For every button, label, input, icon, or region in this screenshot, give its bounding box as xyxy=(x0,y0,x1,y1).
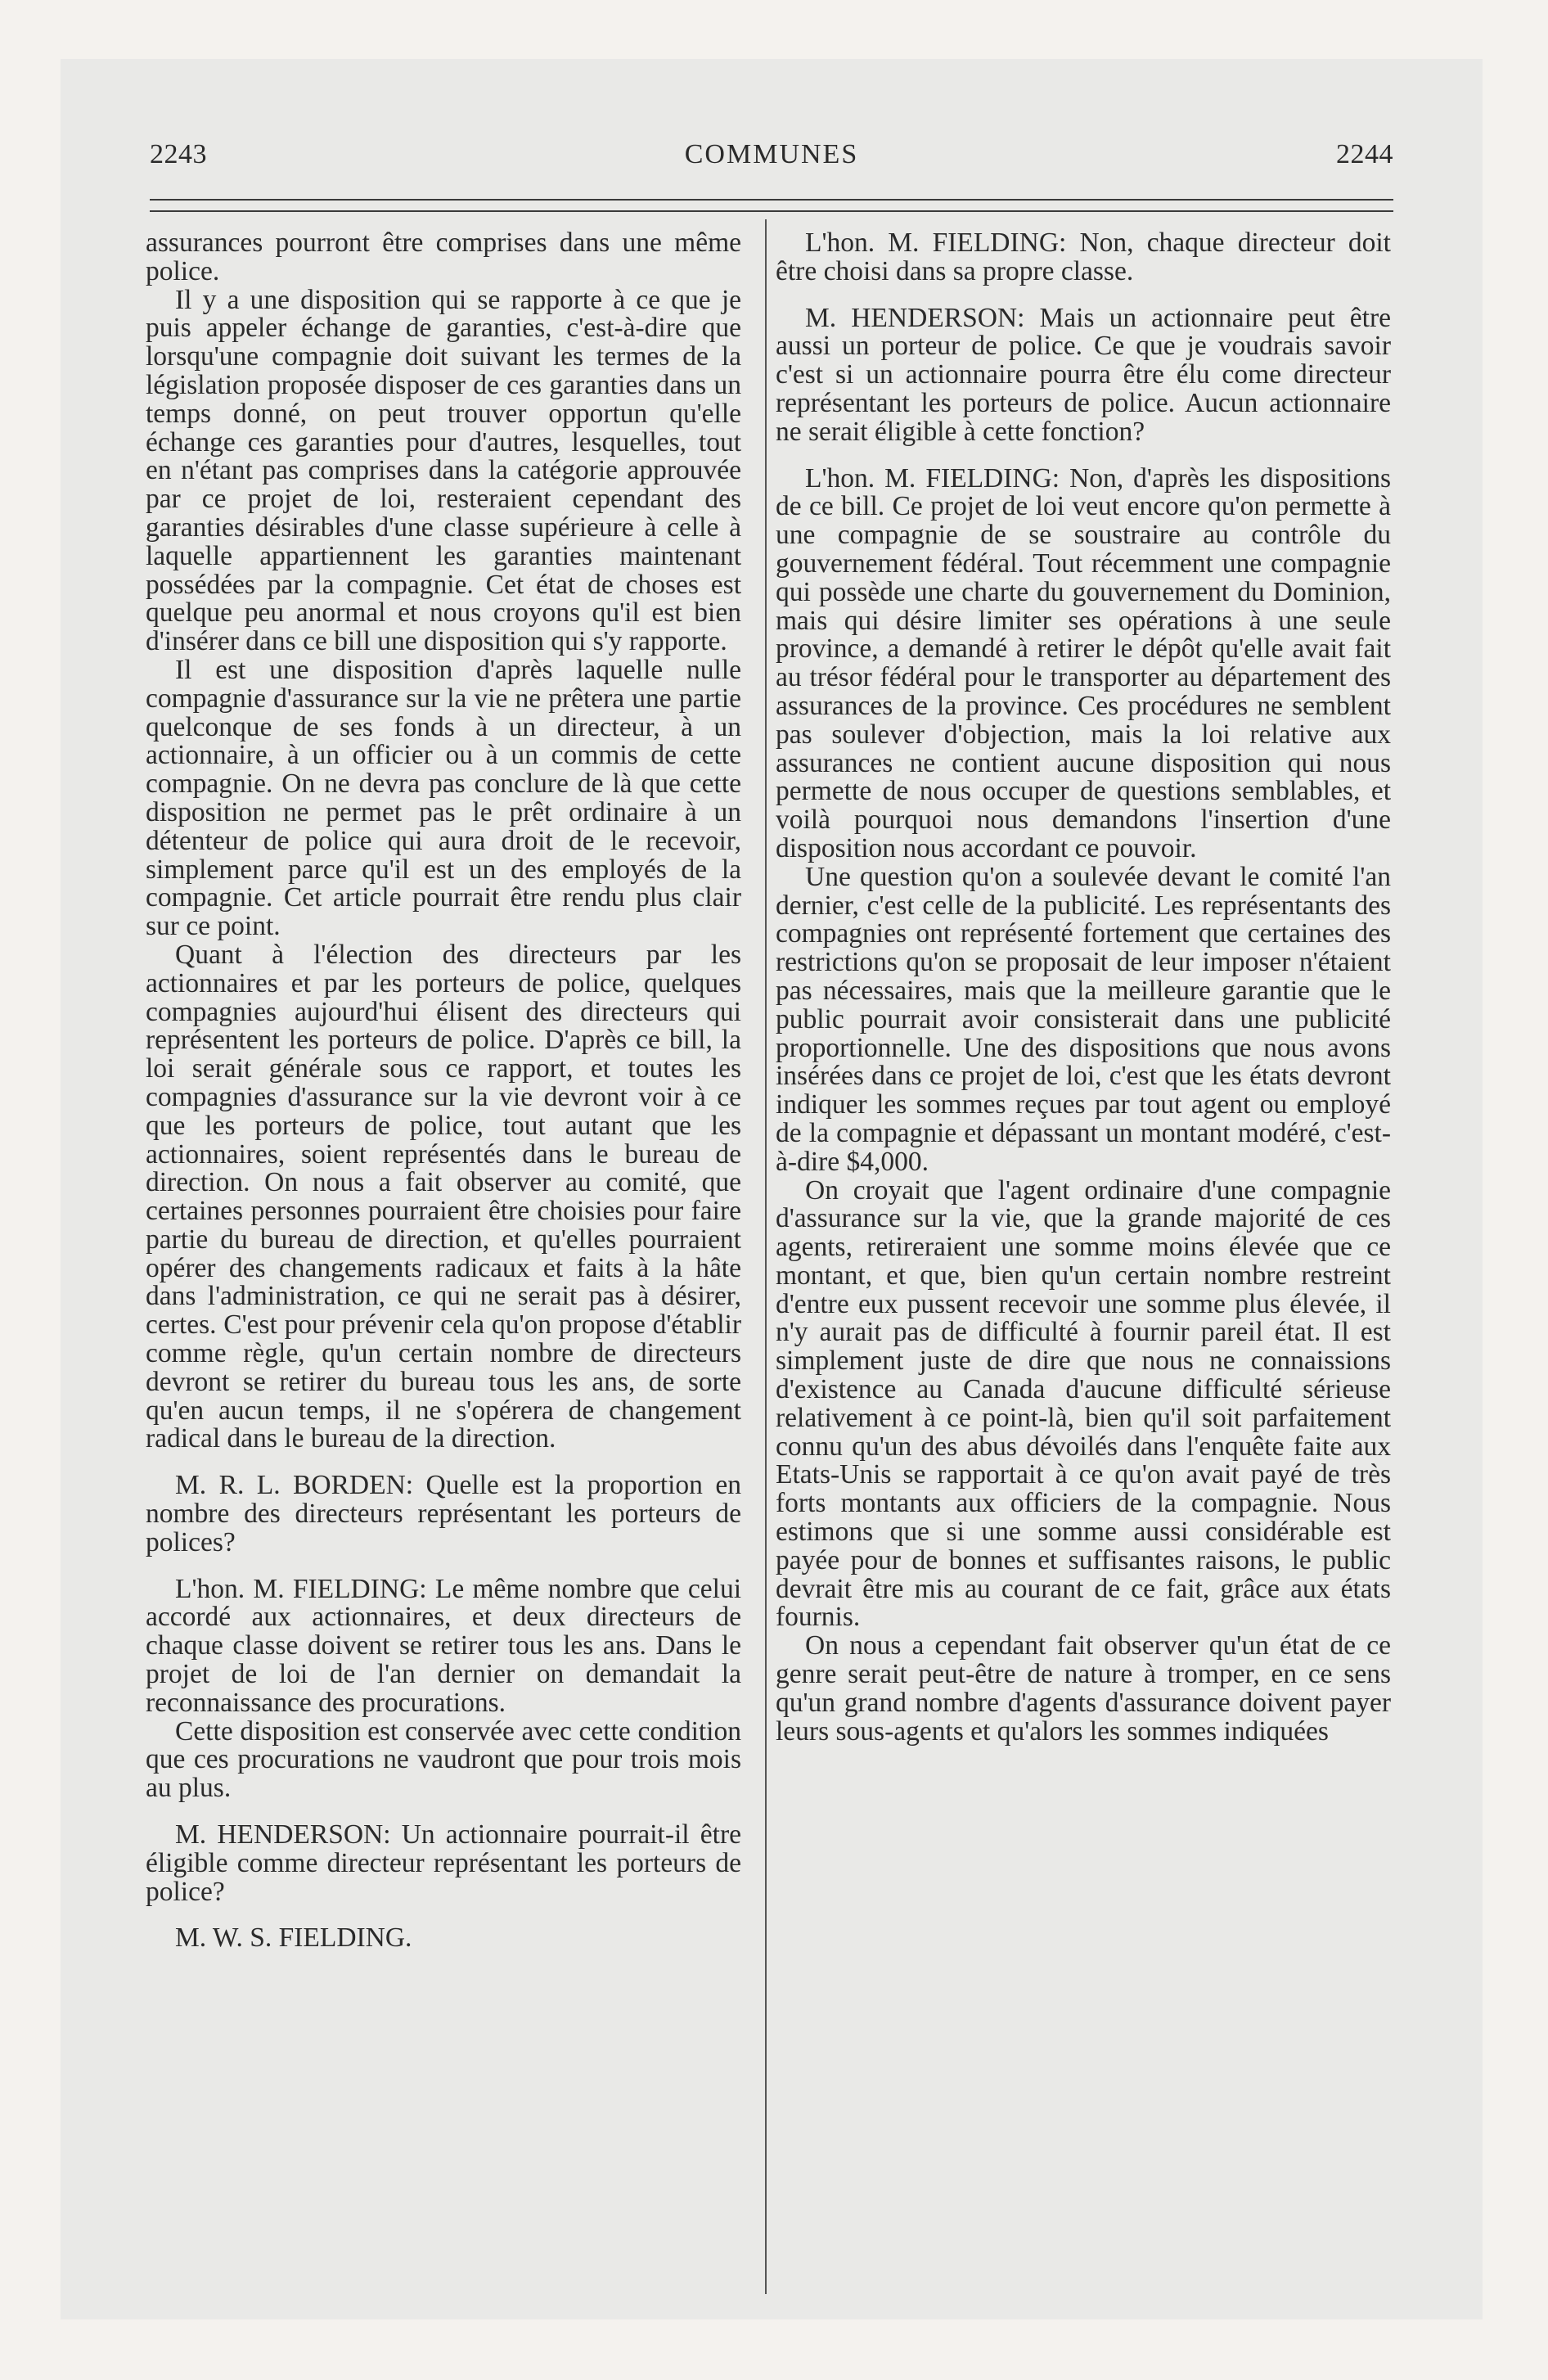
header-rule-top xyxy=(150,199,1393,201)
paragraph: Cette disposition est conservée avec cette condition que ces procurations ne vaudront que pour trois mois au plus. xyxy=(146,1715,741,1804)
header-rule-bottom xyxy=(150,210,1393,212)
speaker-line: M. W. S. FIELDING. xyxy=(175,1922,412,1954)
paragraph: On croyait que l'agent ordinaire d'une compagnie d'assurance sur la vie, que la grande majorité de ces agents, retireraient une somme moins élevée que ce montant, et que, bien qu'un certain nombre restreint d'entre eux pussent recevoir une somme plus élevée, il n'y aurait pas de difficulté à fournir pareil état. Il est simplement juste de dire que nous ne connaissions d'existence au Canada d'aucune difficulté sérieuse relativement à ce point-là, bien qu'il soit parfaitement connu qu'un des abus dévoilés dans l'enquête faite aux Etats-Unis se rapportait à ce qu'on avait payé de très forts montants aux officiers de la compagnie. Nous estimons que si une somme aussi considérable est payée pour de bonnes et suffisantes raisons, le public devrait être mis au courant de ce fait, grâce aux états fournis. xyxy=(776,1174,1391,1633)
speech-paragraph: M. HENDERSON: Mais un actionnaire peut être aussi un porteur de police. Ce que je voudrais savoir c'est si un actionnaire pourra être élu come directeur représentant les porteurs de police. Aucun actionnaire ne serait éligible à cette fonction? xyxy=(776,302,1391,447)
paragraph: Quant à l'élection des directeurs par les actionnaires et par les porteurs de police, quelques compagnies aujourd'hui élisent des directeurs qui représentent les porteurs de police. D'après ce bill, la loi serait générale sous ce rapport, et toutes les compagnies d'assurance sur la vie devront voir à ce que les porteurs de police, tout autant que les actionnaires, soient représentés dans le bureau de direction. On nous a fait observer au comité, que certaines personnes pourraient être choisies pour faire partie du bureau de direction, et qu'elles pourraient opérer des changements radicaux et faits à la hâte dans l'administration, ce qui ne serait pas à désirer, certes. C'est pour prévenir cela qu'on propose d'établir comme règle, qu'un certain nombre de directeurs devront se retirer du bureau tous les ans, de sorte qu'en aucun temps, il ne s'opérera de changement radical dans le bureau de la direction. xyxy=(146,939,741,1454)
page-header xyxy=(150,139,1393,180)
running-head: COMMUNES xyxy=(684,139,859,169)
speech-paragraph: L'hon. M. FIELDING: Le même nombre que celui accordé aux actionnaires, et deux directeurs de chaque classe doivent se retirer tous les ans. Dans le projet de loi de l'an dernier on demandait la reconnaissance des procurations. xyxy=(146,1573,741,1718)
speech-paragraph: M. HENDERSON: Un actionnaire pourrait-il être éligible comme directeur représentant les porteurs de police? xyxy=(146,1819,741,1907)
paragraph: assurances pourront être comprises dans une même police. xyxy=(146,228,741,286)
column-divider xyxy=(765,219,767,2294)
paragraph: On nous a cependant fait observer qu'un état de ce genre serait peut-être de nature à tromper, en ce sens qu'un grand nombre d'agents d'assurance doivent payer leurs sous-agents et qu'alors les sommes indiquées xyxy=(776,1630,1391,1747)
speech-paragraph: L'hon. M. FIELDING: Non, chaque directeur doit être choisi dans sa propre classe. xyxy=(776,228,1391,286)
right-column xyxy=(776,229,1391,1746)
left-column xyxy=(146,229,741,1953)
paragraph: Il y a une disposition qui se rapporte à ce que je puis appeler échange de garanties, c'est-à-dire que lorsqu'une compagnie doit suivant les termes de la législation proposée disposer de ces garanties dans un temps donné, on peut trouver opportun qu'elle échange ces garanties pour d'autres, lesquelles, tout en n'étant pas comprises dans la catégorie approuvée par ce projet de loi, resteraient cependant des garanties désirables d'une classe supérieure à celle à laquelle appartiennent les garanties maintenant possédées par la compagnie. Cet état de choses est quelque peu anormal et nous croyons qu'il est bien d'insérer dans ce bill une disposition qui s'y rapporte. xyxy=(146,284,741,657)
speech-paragraph: M. R. L. BORDEN: Quelle est la proportion en nombre des directeurs représentant les porteurs de polices? xyxy=(146,1470,741,1557)
paragraph: Il est une disposition d'après laquelle nulle compagnie d'assurance sur la vie ne prêtera une partie quelconque de ses fonds à un directeur, à un actionnaire, à un officier ou à un commis de cette compagnie. On ne devra pas conclure de là que cette disposition ne permet pas le prêt ordinaire à un détenteur de police qui aura droit de le recevoir, simplement parce qu'il est un des employés de la compagnie. Cet article pourrait être rendu plus clair sur ce point. xyxy=(146,654,741,942)
speech-paragraph: L'hon. M. FIELDING: Non, d'après les dispositions de ce bill. Ce projet de loi veut encore qu'on permette à une compagnie de se soustraire au contrôle du gouvernement fédéral. Tout récemment une compagnie qui possède une charte du gouvernement du Dominion, mais qui désire limiter ses opérations à une seule province, a demandé à retirer le dépôt qu'elle avait fait au trésor fédéral pour le transporter au département des assurances de la province. Ces procédures ne semblent pas soulever d'objection, mais la loi relative aux assurances ne contient aucune disposition qui nous permette de nous occuper de questions semblables, et voilà pourquoi nous demandons l'insertion d'une disposition nous accordant ce pouvoir. xyxy=(776,462,1391,863)
page-number-left: 2243 xyxy=(150,139,207,169)
page-number-right: 2244 xyxy=(1336,139,1393,169)
paragraph: Une question qu'on a soulevée devant le comité l'an dernier, c'est celle de la publicité. Les représentants des compagnies ont représenté fortement que certaines des restrictions qu'on se proposait de leur imposer n'étaient pas nécessaires, mais que la meilleure garantie que le public pourrait avoir consisterait dans une publicité proportionnelle. Une des dispositions que nous avons insérées dans ce projet de loi, c'est que les états devront indiquer les sommes reçues par tout agent ou employé de la compagnie et dépassant un montant modéré, c'est-à-dire $4,000. xyxy=(776,861,1391,1177)
